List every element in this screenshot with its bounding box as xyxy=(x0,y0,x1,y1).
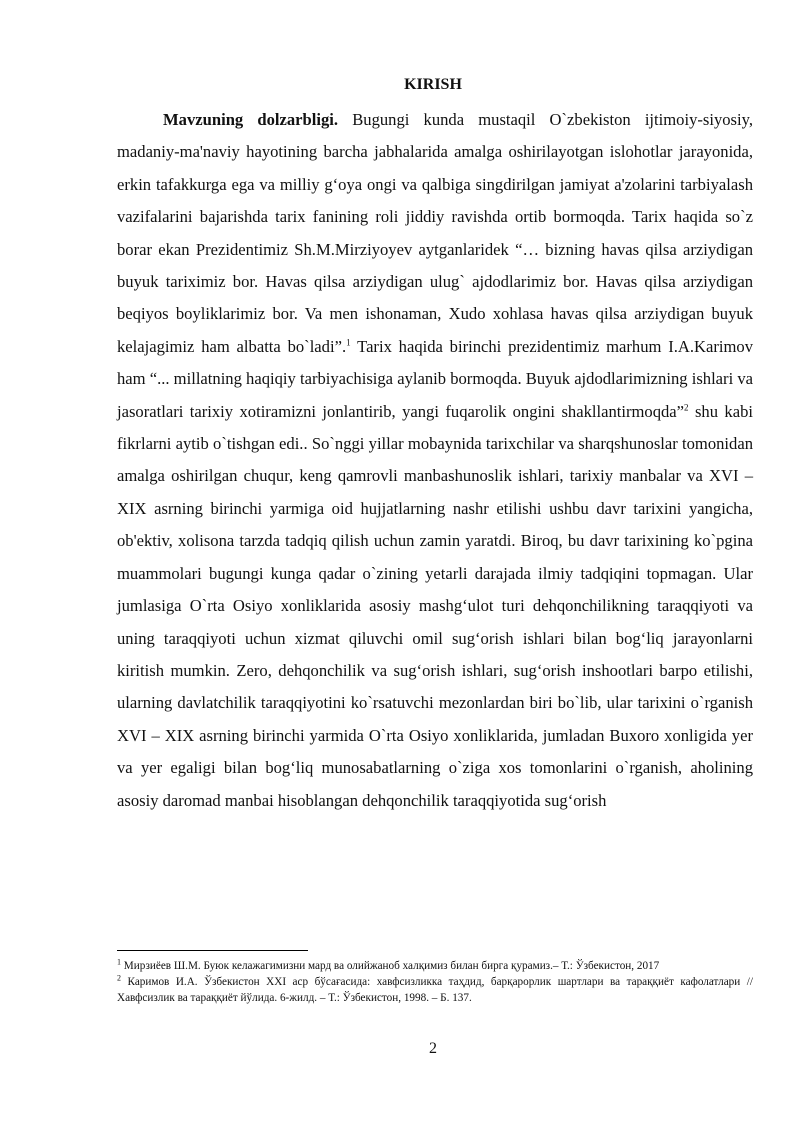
footnote-reference-2[interactable]: 2 xyxy=(684,402,689,413)
lead-phrase: Mavzuning dolzarbligi. xyxy=(163,110,339,129)
section-heading: KIRISH xyxy=(404,76,462,93)
paragraph-text-part3: shu kabi fikrlarni aytib o`tishgan edi.. So`nggi yillar mobaynida tarixchilar va sharqshunoslar tomonidan amalga oshirilgan chuqur, keng qamrovli manbashunoslik ishlari, tarixiy manbalar va XVI – XIX asrning birinchi yarmiga oid hujjatlarning nashr etilishi ushbu davr tarixini yangicha, ob'ektiv, xolisona tarzda tadqiq qilish uchun zamin yaratdi. Biroq, bu davr tarixining ko`pgina muammolari bugungi kunga qadar o`zining yetarli darajada ilmiy tadqiqini topmagan. Ular jumlasiga O`rta Osiyo xonliklarida asosiy mashg‘ulot turi dehqonchilikning taraqqiyoti va uning taraqqiyoti uchun xizmat qiluvchi omil sug‘orish ishlari bilan bog‘liq jarayonlarni kiritish mumkin. Zero, dehqonchilik va sug‘orish ishlari, sug‘orish inshootlari barpo etilishi, ularning davlatchilik taraqqiyotini ko`rsatuvchi mezonlardan biri bo`lib, ular tarixini o`rganish XVI – XIX asrning birinchi yarmida O`rta Osiyo xonliklarida, jumladan Buxoro xonligida yer va yer egaligi bilan bog‘liq munosabatlarning o`ziga xos tomonlarini o`rganish, aholining asosiy daromad manbai hisoblangan dehqonchilik taraqqiyotida sug‘orish xyxy=(117,401,753,810)
paragraph-text-part2: Tarix haqida birinchi prezidentimiz marhum I.A.Karimov ham “... millatning haqiqiy tarbiyachisiga aylanib bormoqda. Buyuk ajdodlarimizning ishlari va jasoratlari tarixiy xotiramizni jonlantirib, yangi fuqarolik ongini shakllantirmoqda” xyxy=(117,336,753,421)
footnote-mark-2: 2 xyxy=(117,973,121,983)
paragraph-text-part1: Bugungi kunda mustaqil O`zbekiston ijtimoiy-siyosiy, madaniy-ma'naviy hayotining barcha jabhalarida amalga oshirilayotgan islohotlar jarayonida, erkin tafakkurga ega va milliy g‘oya ongi va qalbiga singdirilgan jamiyat a'zolarini tarbiyalash vazifalarini bajarishda tarix fanining roli jiddiy ravishda ortib bormoqda. Tarix haqida so`z borar ekan Prezidentimiz Sh.M.Mirziyoyev aytganlaridek “… bizning havas qilsa arziydigan buyuk tariximiz bor. Havas qilsa arziydigan ulug` ajdodlarimiz bor. Havas qilsa arziydigan beqiyos boyliklarimiz bor. Va men ishonaman, Xudo xohlasa havas qilsa arziydigan buyuk kelajagimiz ham albatta bo`ladi”. xyxy=(117,110,753,356)
footnotes xyxy=(117,958,753,1006)
page-number: 2 xyxy=(429,1040,437,1057)
footnote-mark-1: 1 xyxy=(117,957,121,967)
body-text xyxy=(117,104,753,817)
footnote-text-2: Каримов И.А. Ўзбекистон XXI аср бўсағасида: хавфсизликка таҳдид, барқарорлик шартлари ва тараққиёт кафолатлари // Хавфсизлик ва тараққиёт йўлида. 6-жилд. – Т.: Ўзбекистон, 1998. – Б. 137. xyxy=(117,976,753,1004)
footnote-2 xyxy=(117,974,753,1006)
footnote-separator xyxy=(117,950,308,951)
footnote-reference-1[interactable]: 1 xyxy=(346,337,351,348)
footnote-1 xyxy=(117,958,753,974)
main-paragraph xyxy=(117,104,753,817)
footnote-text-1: Мирзиёев Ш.М. Буюк келажагимизни мард ва олийжаноб халқимиз билан бирга қурамиз.– Т.: Ўзбекистон, 2017 xyxy=(121,960,660,972)
